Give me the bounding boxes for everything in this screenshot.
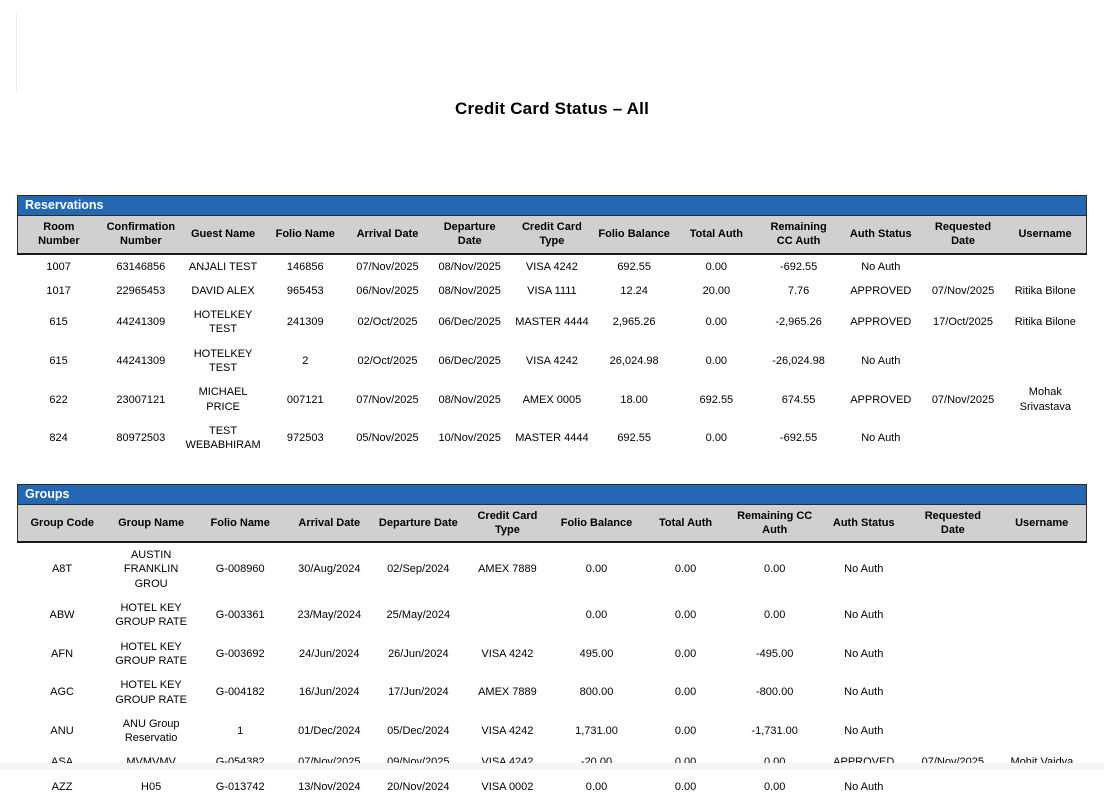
table-cell: VISA 4242 [525, 260, 578, 273]
table-cell: No Auth [844, 724, 884, 737]
table-row [18, 635, 1087, 674]
table-cell: No Auth [844, 609, 884, 622]
table-cell: 0.00 [763, 563, 786, 576]
table-row [18, 596, 1087, 635]
table-cell: A8T [51, 563, 73, 576]
table-cell: 615 [49, 316, 68, 329]
table-cell: 24/Jun/2024 [298, 647, 360, 660]
table-cell: 2,965.26 [612, 316, 656, 329]
table-cell: 692.55 [617, 260, 651, 273]
column-header: Total Auth [675, 216, 757, 254]
table-cell: 007121 [286, 393, 324, 406]
table-cell: 615 [49, 354, 68, 367]
reservations-section [17, 195, 1087, 458]
table-row [18, 712, 1087, 751]
table-cell: 0.00 [585, 563, 608, 576]
reservations-table-head [18, 216, 1087, 254]
column-header: Auth Status [819, 504, 908, 542]
table-cell: Mohak Srivastava [1019, 386, 1071, 413]
table-cell [997, 596, 1086, 635]
table-cell: 12.24 [620, 284, 648, 297]
table-cell: G-008960 [215, 563, 265, 576]
table-cell: 0.00 [705, 316, 728, 329]
table-cell: 800.00 [579, 686, 614, 699]
reservations-section-header [17, 195, 1087, 215]
column-header: Folio Name [264, 216, 346, 254]
column-header: Requested Date [908, 504, 997, 542]
table-cell: 17/Oct/2025 [933, 316, 993, 329]
table-cell: 0.00 [674, 686, 697, 699]
table-cell: HOTELKEY TEST [193, 347, 253, 375]
table-cell: 05/Nov/2025 [356, 432, 419, 445]
table-cell: 05/Dec/2024 [387, 724, 450, 737]
table-cell: 18.00 [620, 393, 648, 406]
table-cell: G-003692 [215, 647, 265, 660]
table-cell: MICHAEL PRICE [198, 386, 248, 413]
table-cell: AMEX 7889 [478, 686, 537, 699]
page-edge-line [16, 14, 17, 92]
table-cell [908, 635, 997, 674]
table-cell: HOTEL KEY GROUP RATE [115, 640, 187, 667]
table-cell: 26/Jun/2024 [388, 647, 449, 660]
table-cell: -1,731.00 [751, 724, 798, 737]
table-cell: -26,024.98 [772, 354, 825, 367]
column-header: Username [997, 504, 1086, 542]
table-cell: DAVID ALEX [191, 284, 255, 297]
groups-table-body [18, 542, 1087, 799]
table-cell: 0.00 [585, 780, 608, 793]
table-cell: MASTER 4444 [515, 432, 589, 445]
table-cell: 0.00 [674, 724, 697, 737]
table-cell: No Auth [844, 780, 884, 793]
table-cell [997, 673, 1086, 712]
column-header: Username [1004, 216, 1086, 254]
table-cell: 692.55 [699, 393, 734, 406]
table-cell: G-004182 [215, 686, 265, 699]
table-cell: 1007 [46, 260, 71, 273]
table-cell: 0.00 [585, 609, 608, 622]
table-cell [997, 712, 1086, 751]
table-cell: 20/Nov/2024 [387, 780, 450, 793]
table-cell: 08/Nov/2025 [438, 393, 501, 406]
column-header: Group Code [18, 504, 107, 542]
table-cell: 07/Nov/2025 [931, 393, 995, 406]
table-cell: 80972503 [116, 432, 166, 445]
table-cell [997, 635, 1086, 674]
table-cell: AMEX 7889 [478, 563, 537, 576]
table-cell: No Auth [844, 563, 884, 576]
column-header: Credit Card Type [511, 216, 593, 254]
table-cell: 1 [237, 724, 244, 737]
column-header: Remaining CC Auth [757, 216, 839, 254]
table-cell: 07/Nov/2025 [356, 260, 419, 273]
column-header: Departure Date [429, 216, 511, 254]
table-row [18, 542, 1087, 596]
column-header: Requested Date [922, 216, 1004, 254]
table-cell: VISA 4242 [481, 724, 534, 737]
table-cell: 241309 [286, 316, 324, 329]
groups-header-row [18, 504, 1087, 542]
table-cell: 7.76 [787, 284, 810, 297]
table-cell: APPROVED [850, 284, 912, 297]
table-cell: 1017 [46, 284, 71, 297]
table-cell: VISA 4242 [525, 354, 578, 367]
table-cell: 02/Sep/2024 [387, 563, 450, 576]
table-cell: 06/Dec/2025 [438, 316, 501, 329]
table-cell: -2,965.26 [775, 316, 822, 329]
table-cell: VISA 1111 [527, 284, 577, 297]
table-cell: -495.00 [756, 647, 794, 660]
column-header: Folio Name [196, 504, 285, 542]
table-cell: ABW [49, 609, 75, 622]
table-cell: 10/Nov/2025 [438, 432, 501, 445]
table-row [18, 380, 1087, 419]
table-cell: 622 [49, 393, 68, 406]
table-cell: 23/May/2024 [297, 609, 362, 622]
table-cell: No Auth [861, 354, 901, 367]
table-cell: 692.55 [617, 432, 651, 445]
table-cell [908, 712, 997, 751]
column-header: Credit Card Type [463, 504, 552, 542]
table-cell [908, 673, 997, 712]
groups-section-header [17, 484, 1087, 504]
reservations-table-body [18, 254, 1087, 458]
page-title: Credit Card Status – All [454, 99, 650, 118]
table-cell: TEST WEBABHIRAM [185, 424, 261, 452]
column-header: Folio Balance [593, 216, 675, 254]
table-cell: 0.00 [705, 432, 728, 445]
table-cell: 0.00 [763, 609, 786, 622]
column-header: Folio Balance [552, 504, 641, 542]
groups-section-title: Groups [25, 486, 70, 501]
table-cell: G-003361 [215, 609, 265, 622]
table-cell: 07/Nov/2025 [931, 284, 995, 297]
groups-section [17, 484, 1087, 799]
table-cell: VISA 4242 [481, 647, 534, 660]
table-cell: HOTEL KEY GROUP RATE [115, 602, 187, 629]
table-cell: 17/Jun/2024 [388, 686, 449, 699]
table-cell [908, 596, 997, 635]
table-cell: ANU [50, 724, 74, 737]
table-cell: 20.00 [702, 284, 731, 297]
table-cell: 0.00 [763, 780, 786, 793]
table-cell: AMEX 0005 [522, 393, 582, 406]
table-cell [922, 254, 1004, 279]
table-cell: 0.00 [705, 260, 728, 273]
table-row [18, 254, 1087, 279]
table-cell [997, 775, 1086, 799]
table-cell: 44241309 [116, 316, 166, 329]
reservations-section-title: Reservations [25, 198, 104, 212]
table-cell: 01/Dec/2024 [298, 724, 361, 737]
table-cell: 0.00 [674, 563, 697, 576]
reservations-header-row [18, 216, 1087, 254]
column-header: Confirmation Number [100, 216, 182, 254]
table-cell: 0.00 [674, 647, 697, 660]
table-cell: APPROVED [850, 316, 912, 329]
table-cell: 25/May/2024 [386, 609, 451, 622]
table-cell: -692.55 [779, 432, 818, 445]
table-cell: APPROVED [850, 393, 912, 406]
table-cell: No Auth [844, 686, 884, 699]
table-cell: 146856 [286, 260, 324, 273]
groups-table-head [18, 504, 1087, 542]
table-cell: 22965453 [116, 284, 166, 297]
column-header: Total Auth [641, 504, 730, 542]
table-cell: AZZ [51, 780, 73, 793]
table-cell [997, 542, 1086, 596]
table-cell: -800.00 [756, 686, 794, 699]
table-cell [463, 596, 552, 635]
table-cell: 13/Nov/2024 [298, 780, 361, 793]
column-header: Room Number [18, 216, 100, 254]
table-cell: 02/Oct/2025 [357, 316, 418, 329]
table-cell: 26,024.98 [609, 354, 659, 367]
table-cell: ANU Group Reservatio [122, 717, 180, 745]
table-cell: G-013742 [215, 780, 265, 793]
table-cell: HOTEL KEY GROUP RATE [115, 679, 187, 706]
table-cell: 495.00 [579, 647, 614, 660]
table-cell: 0.00 [705, 354, 728, 367]
table-row [18, 775, 1087, 799]
table-cell: 07/Nov/2025 [356, 393, 419, 406]
table-row [18, 279, 1087, 303]
bottom-strip [0, 763, 1104, 770]
column-header: Arrival Date [285, 504, 374, 542]
column-header: Departure Date [374, 504, 463, 542]
table-row [18, 342, 1087, 381]
table-cell: No Auth [861, 260, 901, 273]
table-row [18, 303, 1087, 342]
table-row [18, 419, 1087, 458]
table-cell: 0.00 [674, 609, 697, 622]
groups-table [17, 504, 1087, 799]
table-cell: 06/Dec/2025 [438, 354, 501, 367]
reservations-table [17, 215, 1087, 458]
table-cell [908, 542, 997, 596]
table-cell: AFN [51, 647, 74, 660]
table-cell: ANJALI TEST [188, 260, 258, 273]
table-cell: 2 [302, 354, 309, 367]
table-cell: 824 [49, 432, 68, 445]
table-cell: 1,731.00 [575, 724, 618, 737]
table-cell: VISA 0002 [481, 780, 534, 793]
table-cell: 965453 [286, 284, 324, 297]
column-header: Arrival Date [346, 216, 428, 254]
table-cell: HOTELKEY TEST [193, 309, 253, 336]
table-cell: 16/Jun/2024 [298, 686, 360, 699]
column-header: Auth Status [840, 216, 922, 254]
table-cell: 06/Nov/2025 [356, 284, 419, 297]
table-cell: MASTER 4444 [515, 316, 589, 329]
table-cell: 23007121 [116, 393, 166, 406]
column-header: Guest Name [182, 216, 264, 254]
table-cell: 08/Nov/2025 [438, 260, 501, 273]
table-cell: AGC [50, 686, 74, 699]
table-cell [1004, 254, 1086, 279]
column-header: Remaining CC Auth [730, 504, 819, 542]
table-cell [922, 342, 1004, 381]
table-cell: 972503 [286, 432, 324, 445]
table-row [18, 673, 1087, 712]
table-cell: 0.00 [674, 780, 697, 793]
table-cell: No Auth [861, 432, 901, 445]
table-cell [908, 775, 997, 799]
table-cell: 63146856 [116, 260, 166, 273]
table-cell: -692.55 [779, 260, 818, 273]
table-cell [922, 419, 1004, 458]
table-cell: 674.55 [781, 393, 816, 406]
table-cell: Ritika Bilone [1014, 316, 1076, 329]
column-header: Group Name [107, 504, 196, 542]
table-cell: No Auth [844, 647, 884, 660]
table-cell: H05 [141, 780, 162, 793]
table-cell: 44241309 [116, 354, 166, 367]
table-cell: 02/Oct/2025 [357, 354, 418, 367]
table-cell: AUSTIN FRANKLIN GROU [123, 549, 179, 590]
table-cell: 30/Aug/2024 [298, 563, 361, 576]
table-cell [1004, 342, 1086, 381]
table-cell [1004, 419, 1086, 458]
table-cell: Ritika Bilone [1014, 284, 1076, 297]
table-cell: 08/Nov/2025 [438, 284, 501, 297]
